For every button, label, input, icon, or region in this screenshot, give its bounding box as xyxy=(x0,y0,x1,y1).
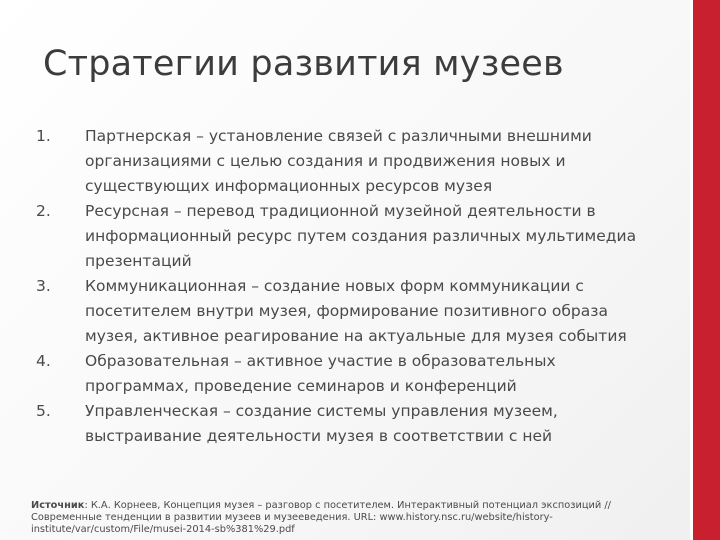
source-text: : К.А. Корнеев, Концепция музея – разговор с посетителем. Интерактивный потенциал экспозиций // Современные тенденции в развитии музеев и музееведения. URL: www.history.nsc.ru/website/history-institute/var/custom/File/musei-2014-sb%381%29.pdf xyxy=(31,500,611,535)
list-item xyxy=(36,199,646,274)
strategy-list xyxy=(36,124,646,449)
list-item-number: 5. xyxy=(36,402,51,420)
list-item-text: Партнерская – установление связей с различными внешними организациями с целью создания и продвижения новых и существующих информационных ресурсов музея xyxy=(85,127,592,195)
accent-bar xyxy=(690,0,720,540)
list-item-number: 2. xyxy=(36,202,51,220)
list-item xyxy=(36,124,646,199)
list-item xyxy=(36,399,646,449)
list-item-text: Ресурсная – перевод традиционной музейной деятельности в информационный ресурс путем создания различных мультимедиа презентаций xyxy=(85,202,637,270)
slide-title: Стратегии развития музеев xyxy=(43,44,564,84)
list-item-number: 3. xyxy=(36,277,51,295)
list-item-number: 1. xyxy=(36,127,51,145)
list-item xyxy=(36,349,646,399)
source-citation xyxy=(31,500,631,536)
list-item-text: Управленческая – создание системы управления музеем, выстраивание деятельности музея в соответствии с ней xyxy=(85,402,558,445)
source-label: Источник xyxy=(31,500,85,511)
list-item-text: Коммуникационная – создание новых форм коммуникации с посетителем внутри музея, формирование позитивного образа музея, активное реагирование на актуальные для музея события xyxy=(85,277,627,345)
list-item xyxy=(36,274,646,349)
list-item-text: Образовательная – активное участие в образовательных программах, проведение семинаров и конференций xyxy=(85,352,556,395)
list-item-number: 4. xyxy=(36,352,51,370)
